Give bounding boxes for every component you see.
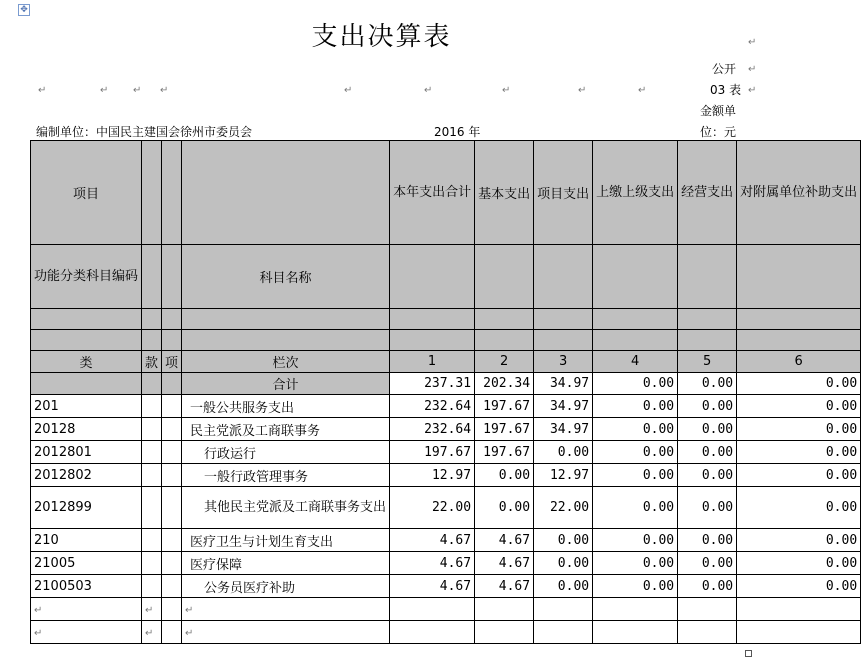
row-name: 行政运行 bbox=[182, 441, 390, 464]
table-row-empty: ↵ ↵ ↵ bbox=[31, 621, 861, 644]
row-value: 0.00 bbox=[737, 487, 861, 529]
header-basic: 基本支出 bbox=[475, 141, 534, 245]
paragraph-mark-icon: ↵ bbox=[38, 85, 47, 96]
paragraph-mark-icon: ↵ bbox=[100, 85, 109, 96]
row-value: 0.00 bbox=[678, 441, 737, 464]
paragraph-mark-icon: ↵ bbox=[748, 64, 757, 75]
row-name: 一般公共服务支出 bbox=[182, 395, 390, 418]
org-name: 编制单位：中国民主建国会徐州市委员会 bbox=[36, 125, 253, 139]
col-number: 1 bbox=[390, 351, 475, 373]
row-code: 201 bbox=[31, 395, 142, 418]
paragraph-mark-icon: ↵ bbox=[502, 85, 511, 96]
col-number: 5 bbox=[678, 351, 737, 373]
total-label: 合计 bbox=[182, 373, 390, 395]
table-row-empty: ↵ ↵ ↵ bbox=[31, 598, 861, 621]
row-value: 0.00 bbox=[534, 552, 593, 575]
row-code: 210 bbox=[31, 529, 142, 552]
row-value: 0.00 bbox=[678, 464, 737, 487]
row-value: 4.67 bbox=[390, 575, 475, 598]
paragraph-mark-icon: ↵ bbox=[133, 85, 142, 96]
row-value: 0.00 bbox=[534, 575, 593, 598]
row-value: 0.00 bbox=[593, 441, 678, 464]
row-value: 197.67 bbox=[390, 441, 475, 464]
row-value: 34.97 bbox=[534, 395, 593, 418]
row-value: 4.67 bbox=[390, 552, 475, 575]
row-value: 0.00 bbox=[475, 464, 534, 487]
col-number: 3 bbox=[534, 351, 593, 373]
header-name: 科目名称 bbox=[182, 245, 390, 309]
row-value: 0.00 bbox=[678, 552, 737, 575]
row-value: 0.00 bbox=[737, 552, 861, 575]
header-upper: 上缴上级支出 bbox=[593, 141, 678, 245]
row-value: 0.00 bbox=[593, 464, 678, 487]
header-project: 项目 bbox=[31, 141, 142, 245]
row-value: 4.67 bbox=[475, 529, 534, 552]
paragraph-mark-icon: ↵ bbox=[160, 85, 169, 96]
public-flag: 公开 bbox=[712, 62, 737, 76]
total-value: 237.31 bbox=[390, 373, 475, 395]
header-lei: 类 bbox=[31, 351, 142, 373]
row-code: 21005 bbox=[31, 552, 142, 575]
report-year: 2016 年 bbox=[434, 125, 481, 139]
row-value: 0.00 bbox=[678, 575, 737, 598]
row-code: 20128 bbox=[31, 418, 142, 441]
row-value: 0.00 bbox=[593, 418, 678, 441]
row-value: 0.00 bbox=[678, 487, 737, 529]
header-item: 项目支出 bbox=[534, 141, 593, 245]
total-value: 0.00 bbox=[593, 373, 678, 395]
row-name: 民主党派及工商联事务 bbox=[182, 418, 390, 441]
row-value: 0.00 bbox=[593, 552, 678, 575]
table-row bbox=[31, 441, 861, 464]
page-title: 支出决算表 bbox=[311, 22, 452, 52]
row-value: 34.97 bbox=[534, 418, 593, 441]
table-number: 03 表 bbox=[710, 83, 742, 97]
header-subsidy: 对附属单位补助支出 bbox=[737, 141, 861, 245]
table-row bbox=[31, 418, 861, 441]
row-name: 医疗卫生与计划生育支出 bbox=[182, 529, 390, 552]
row-value: 22.00 bbox=[390, 487, 475, 529]
paragraph-mark-icon: ↵ bbox=[748, 37, 757, 48]
row-value: 0.00 bbox=[737, 575, 861, 598]
row-value: 232.64 bbox=[390, 395, 475, 418]
total-value: 0.00 bbox=[678, 373, 737, 395]
col-number: 6 bbox=[737, 351, 861, 373]
total-value: 202.34 bbox=[475, 373, 534, 395]
row-code: 2100503 bbox=[31, 575, 142, 598]
row-value: 0.00 bbox=[593, 487, 678, 529]
end-marker-icon bbox=[745, 650, 752, 657]
table-row bbox=[31, 575, 861, 598]
header-total: 本年支出合计 bbox=[390, 141, 475, 245]
row-value: 0.00 bbox=[678, 529, 737, 552]
header-business: 经营支出 bbox=[678, 141, 737, 245]
paragraph-mark-icon: ↵ bbox=[424, 85, 433, 96]
row-value: 0.00 bbox=[737, 395, 861, 418]
row-value: 0.00 bbox=[737, 464, 861, 487]
row-value: 197.67 bbox=[475, 441, 534, 464]
row-code: 2012801 bbox=[31, 441, 142, 464]
row-value: 4.67 bbox=[475, 575, 534, 598]
table-row bbox=[31, 395, 861, 418]
row-name: 医疗保障 bbox=[182, 552, 390, 575]
unit-label-2: 位：元 bbox=[700, 125, 737, 139]
col-number: 2 bbox=[475, 351, 534, 373]
header-code: 功能分类科目编码 bbox=[31, 245, 142, 309]
row-value: 12.97 bbox=[390, 464, 475, 487]
row-value: 197.67 bbox=[475, 418, 534, 441]
paragraph-mark-icon: ↵ bbox=[344, 85, 353, 96]
total-value: 34.97 bbox=[534, 373, 593, 395]
row-value: 0.00 bbox=[737, 441, 861, 464]
row-value: 22.00 bbox=[534, 487, 593, 529]
row-value: 0.00 bbox=[593, 575, 678, 598]
row-value: 4.67 bbox=[475, 552, 534, 575]
row-value: 12.97 bbox=[534, 464, 593, 487]
table-row bbox=[31, 552, 861, 575]
col-number: 4 bbox=[593, 351, 678, 373]
row-value: 0.00 bbox=[475, 487, 534, 529]
row-value: 0.00 bbox=[593, 395, 678, 418]
row-value: 0.00 bbox=[534, 441, 593, 464]
row-value: 0.00 bbox=[737, 418, 861, 441]
row-code: 2012899 bbox=[31, 487, 142, 529]
move-handle-icon[interactable]: ✥ bbox=[18, 4, 30, 16]
total-value: 0.00 bbox=[737, 373, 861, 395]
row-value: 0.00 bbox=[593, 529, 678, 552]
row-name: 其他民主党派及工商联事务支出 bbox=[182, 487, 390, 529]
row-value: 197.67 bbox=[475, 395, 534, 418]
row-value: 232.64 bbox=[390, 418, 475, 441]
paragraph-mark-icon: ↵ bbox=[578, 85, 587, 96]
header-xiang: 项 bbox=[162, 351, 182, 373]
table-row bbox=[31, 529, 861, 552]
row-value: 0.00 bbox=[534, 529, 593, 552]
row-name: 公务员医疗补助 bbox=[182, 575, 390, 598]
unit-label-1: 金额单 bbox=[700, 104, 737, 118]
total-row bbox=[31, 373, 861, 395]
row-name: 一般行政管理事务 bbox=[182, 464, 390, 487]
table-row bbox=[31, 487, 861, 529]
row-value: 4.67 bbox=[390, 529, 475, 552]
header-kuan: 款 bbox=[142, 351, 162, 373]
row-value: 0.00 bbox=[737, 529, 861, 552]
row-value: 0.00 bbox=[678, 418, 737, 441]
row-code: 2012802 bbox=[31, 464, 142, 487]
paragraph-mark-icon: ↵ bbox=[748, 85, 757, 96]
expenditure-table bbox=[30, 140, 861, 644]
table-row bbox=[31, 464, 861, 487]
header-lanci: 栏次 bbox=[182, 351, 390, 373]
row-value: 0.00 bbox=[678, 395, 737, 418]
paragraph-mark-icon: ↵ bbox=[638, 85, 647, 96]
